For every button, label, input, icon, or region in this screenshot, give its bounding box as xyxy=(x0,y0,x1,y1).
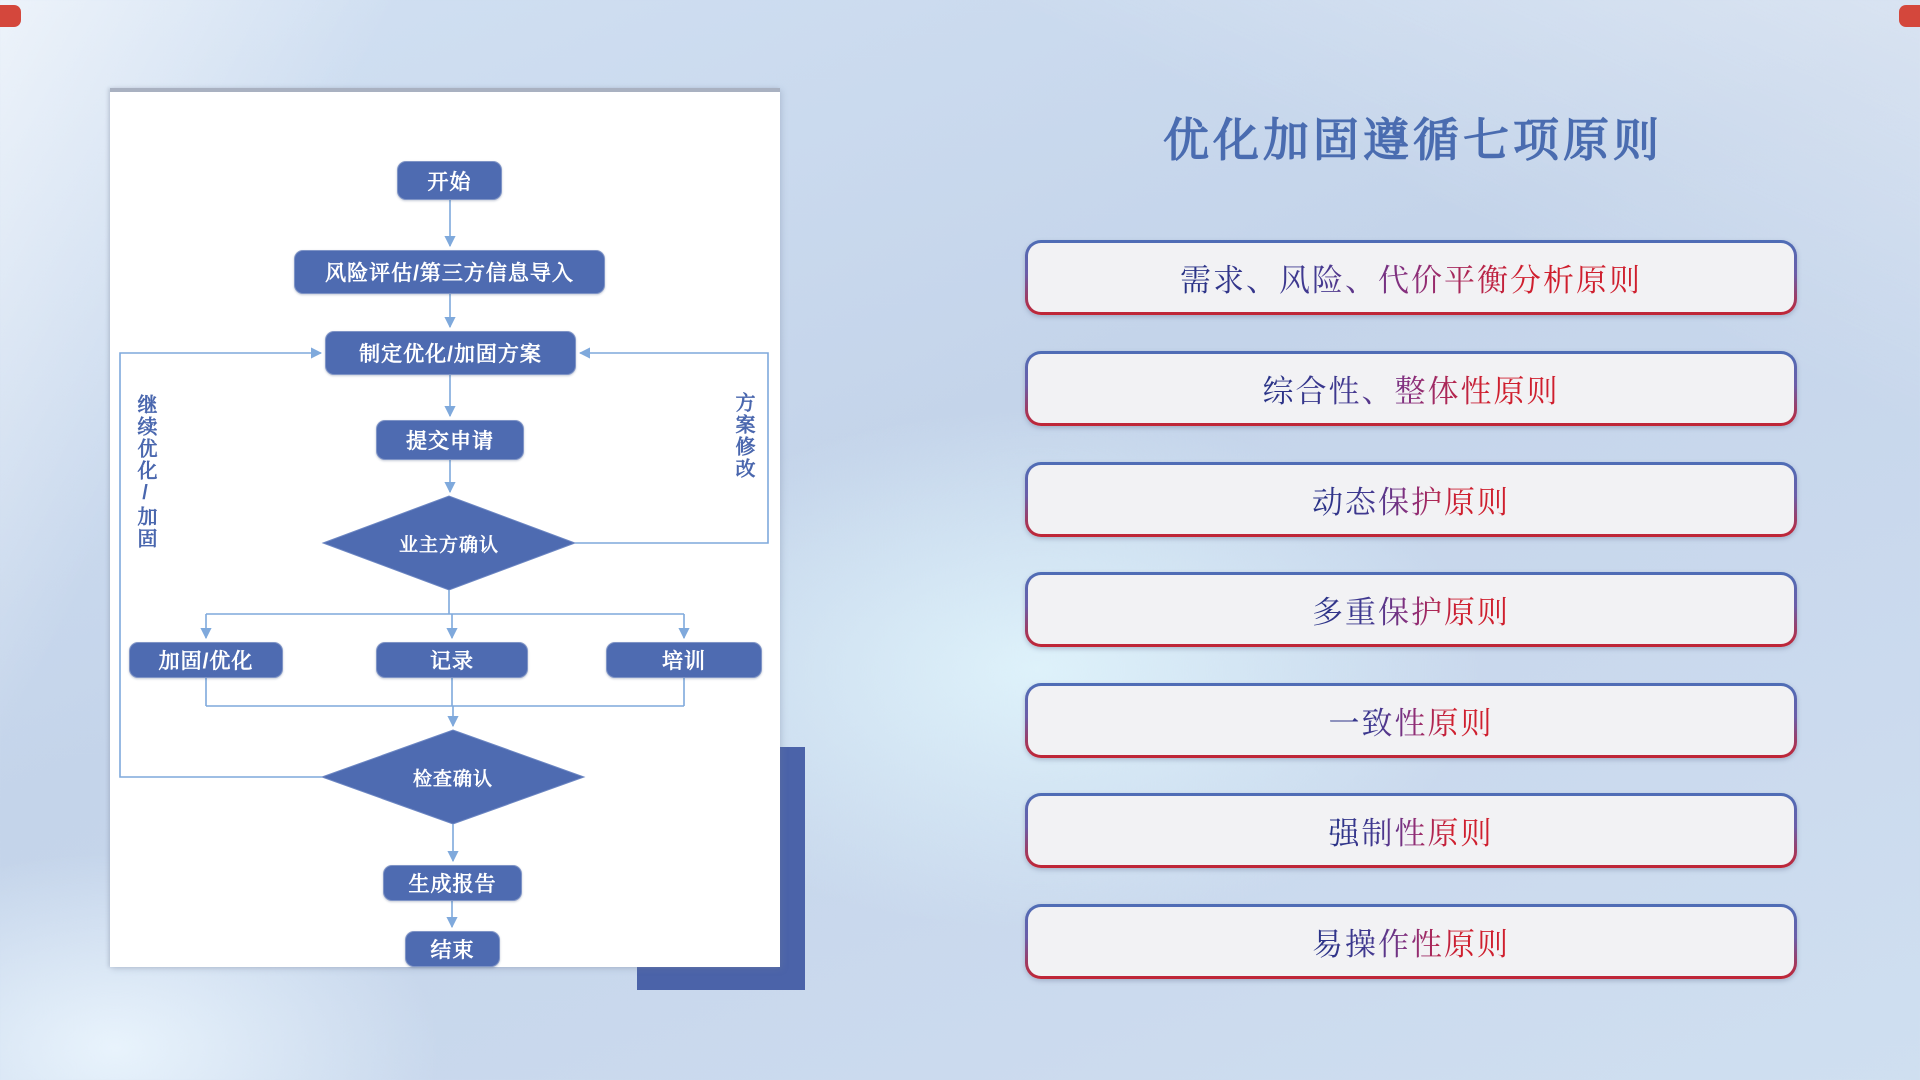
node-record: 记录 xyxy=(376,642,528,678)
page-title: 优化加固遵循七项原则 xyxy=(1163,114,1663,166)
node-start: 开始 xyxy=(397,161,502,200)
principle-box xyxy=(1025,462,1797,537)
corner-decoration-right xyxy=(1899,5,1920,27)
principle-box xyxy=(1025,793,1797,868)
principle-text: 动态保护原则 xyxy=(1312,477,1510,522)
principle-text: 强制性原则 xyxy=(1329,808,1494,853)
loop-label-plan-revision: 方案修改 xyxy=(732,392,754,480)
corner-decoration-left xyxy=(0,5,21,27)
principle-box xyxy=(1025,904,1797,979)
principle-box xyxy=(1025,240,1797,315)
node-generate-report: 生成报告 xyxy=(383,865,522,901)
node-risk-assessment: 风险评估/第三方信息导入 xyxy=(294,250,605,294)
principle-box xyxy=(1025,572,1797,647)
principle-text: 一致性原则 xyxy=(1329,698,1494,743)
node-reinforce-optimize: 加固/优化 xyxy=(129,642,283,678)
principle-box xyxy=(1025,351,1797,426)
loop-label-continue-optimize: 继续优化/加固 xyxy=(134,394,156,550)
node-training: 培训 xyxy=(606,642,762,678)
principle-text: 需求、风险、代价平衡分析原则 xyxy=(1180,255,1642,300)
node-check-confirm-label: 检查确认 xyxy=(412,768,493,790)
node-submit-request: 提交申请 xyxy=(376,420,524,460)
node-end: 结束 xyxy=(405,931,500,967)
flowchart-card xyxy=(110,88,780,967)
principle-box xyxy=(1025,683,1797,758)
principle-text: 易操作性原则 xyxy=(1312,919,1510,964)
node-owner-confirm-label: 业主方确认 xyxy=(398,534,499,556)
principle-text: 综合性、整体性原则 xyxy=(1263,366,1560,411)
node-make-plan: 制定优化/加固方案 xyxy=(325,331,576,375)
principle-text: 多重保护原则 xyxy=(1312,587,1510,632)
